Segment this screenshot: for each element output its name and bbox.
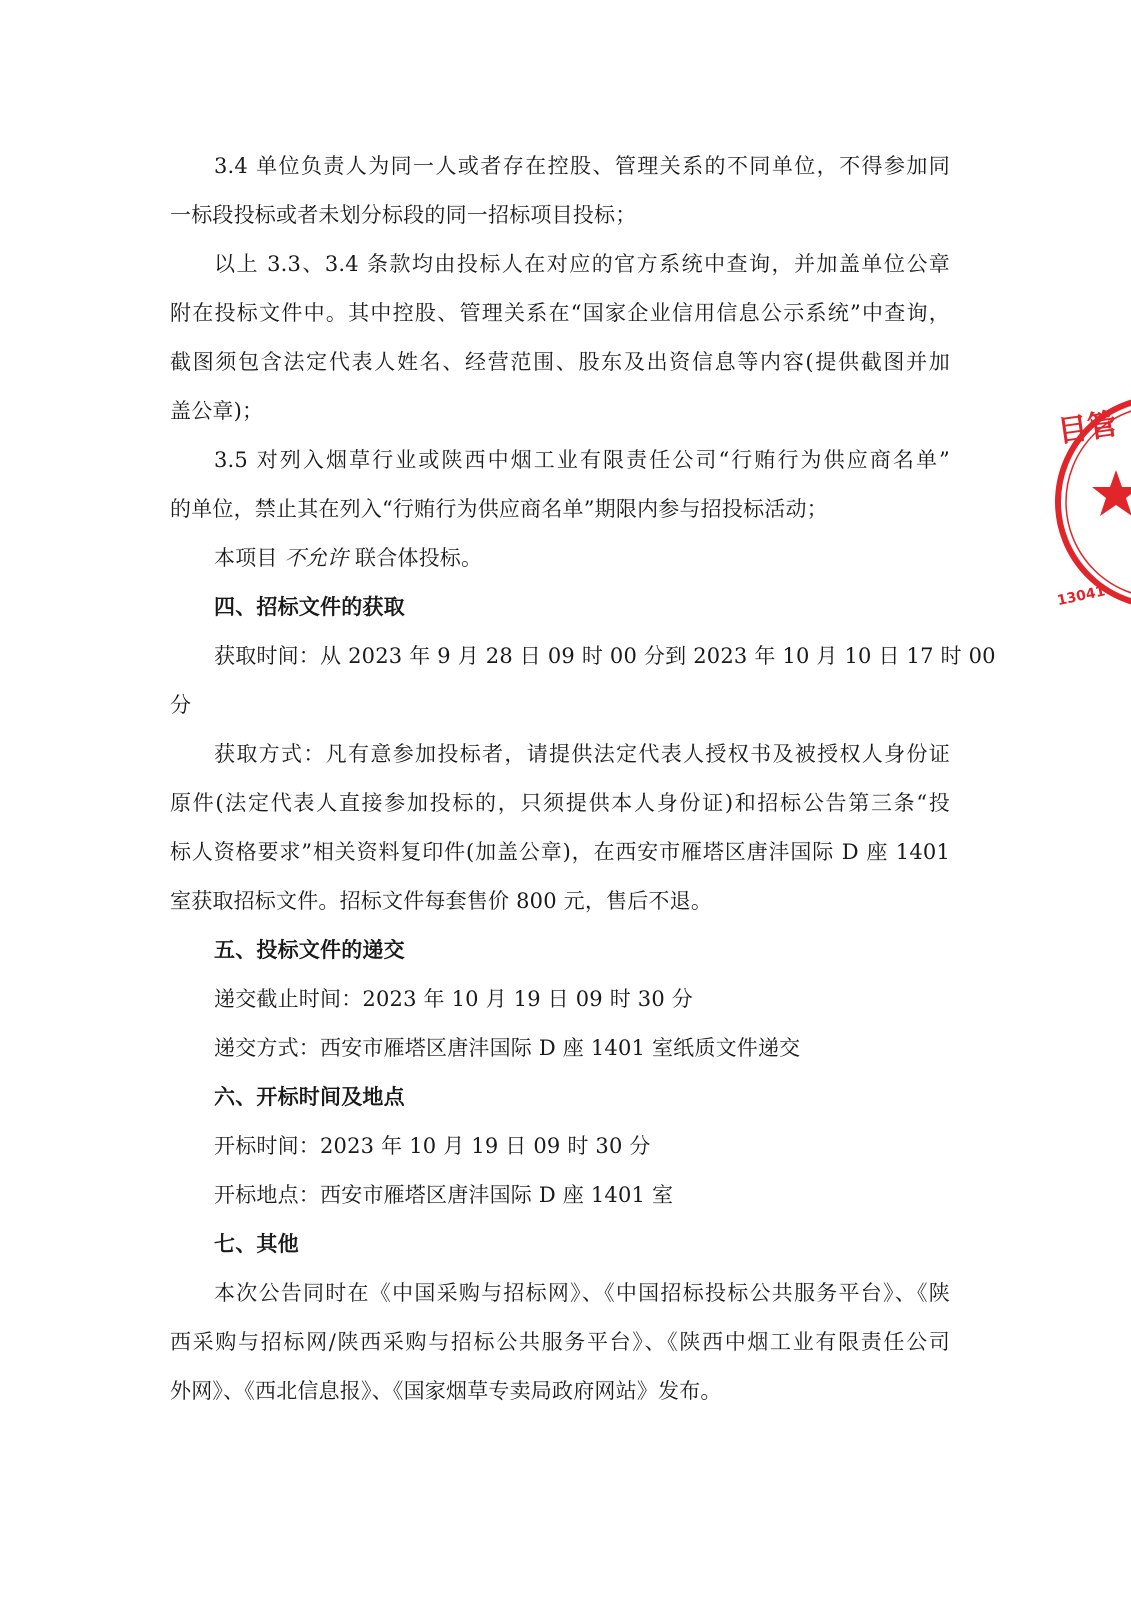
acquire-time-line-1: 获取时间：从 2023 年 9 月 28 日 09 时 00 分到 2023 年 10 月 10 日 17 时 00 [214,644,996,668]
publication-line-1: 本次公告同时在《中国采购与招标网》、《中国招标投标公共服务平台》、《陕 [214,1281,950,1305]
submission-method: 递交方式：西安市雁塔区唐沣国际 D 座 1401 室纸质文件递交 [214,1036,801,1060]
acquire-method-line-3: 标人资格要求”相关资料复印件(加盖公章)，在西安市雁塔区唐沣国际 D 座 1401 [170,840,950,864]
consortium-prefix: 本项目 [214,546,278,570]
query-note-line-1: 以上 3.3、3.4 条款均由投标人在对应的官方系统中查询，并加盖单位公章 [214,252,950,276]
acquire-method-line-2: 原件(法定代表人直接参加投标的，只须提供本人身份证)和招标公告第三条“投 [170,791,950,815]
official-seal-stamp [1052,392,1131,622]
submission-deadline: 递交截止时间：2023 年 10 月 19 日 09 时 30 分 [214,987,694,1011]
clause-3-4-line-2: 一标段投标或者未划分标段的同一招标项目投标； [170,203,637,227]
section-7-heading: 七、其他 [214,1232,299,1256]
query-note-line-2: 附在投标文件中。其中控股、管理关系在“国家企业信用信息公示系统”中查询， [170,301,950,325]
svg-text:13041: 13041 [1055,583,1107,610]
acquire-time-line-2: 分 [170,693,192,717]
consortium-value: 不允许 [284,546,349,570]
query-note-line-3: 截图须包含法定代表人姓名、经营范围、股东及出资信息等内容(提供截图并加 [170,350,950,374]
opening-place: 开标地点：西安市雁塔区唐沣国际 D 座 1401 室 [214,1183,674,1207]
section-4-heading: 四、招标文件的获取 [214,595,405,619]
clause-3-5-line-2: 的单位，禁止其在列入“行贿行为供应商名单”期限内参与招投标活动； [170,497,828,521]
clause-3-4-line-1: 3.4 单位负责人为同一人或者存在控股、管理关系的不同单位，不得参加同 [214,154,950,178]
consortium-line [170,534,950,583]
acquire-method-line-1: 获取方式：凡有意参加投标者，请提供法定代表人授权书及被授权人身份证 [214,742,950,766]
document-body [170,142,996,1416]
opening-time: 开标时间：2023 年 10 月 19 日 09 时 30 分 [214,1134,651,1158]
section-6-heading: 六、开标时间及地点 [214,1085,405,1109]
query-note-line-4: 盖公章)； [170,399,264,423]
section-5-heading: 五、投标文件的递交 [214,938,405,962]
publication-line-2: 西采购与招标网/陕西采购与招标公共服务平台》、《陕西中烟工业有限责任公司 [170,1330,950,1354]
acquire-method-line-4: 室获取招标文件。招标文件每套售价 800 元，售后不退。 [170,889,713,913]
publication-line-3: 外网》、《西北信息报》、《国家烟草专卖局政府网站》发布。 [170,1379,722,1403]
svg-text:目管: 目管 [1055,406,1120,450]
consortium-suffix: 联合体投标。 [355,546,483,570]
clause-3-5-line-1: 3.5 对列入烟草行业或陕西中烟工业有限责任公司“行贿行为供应商名单” [214,448,950,472]
